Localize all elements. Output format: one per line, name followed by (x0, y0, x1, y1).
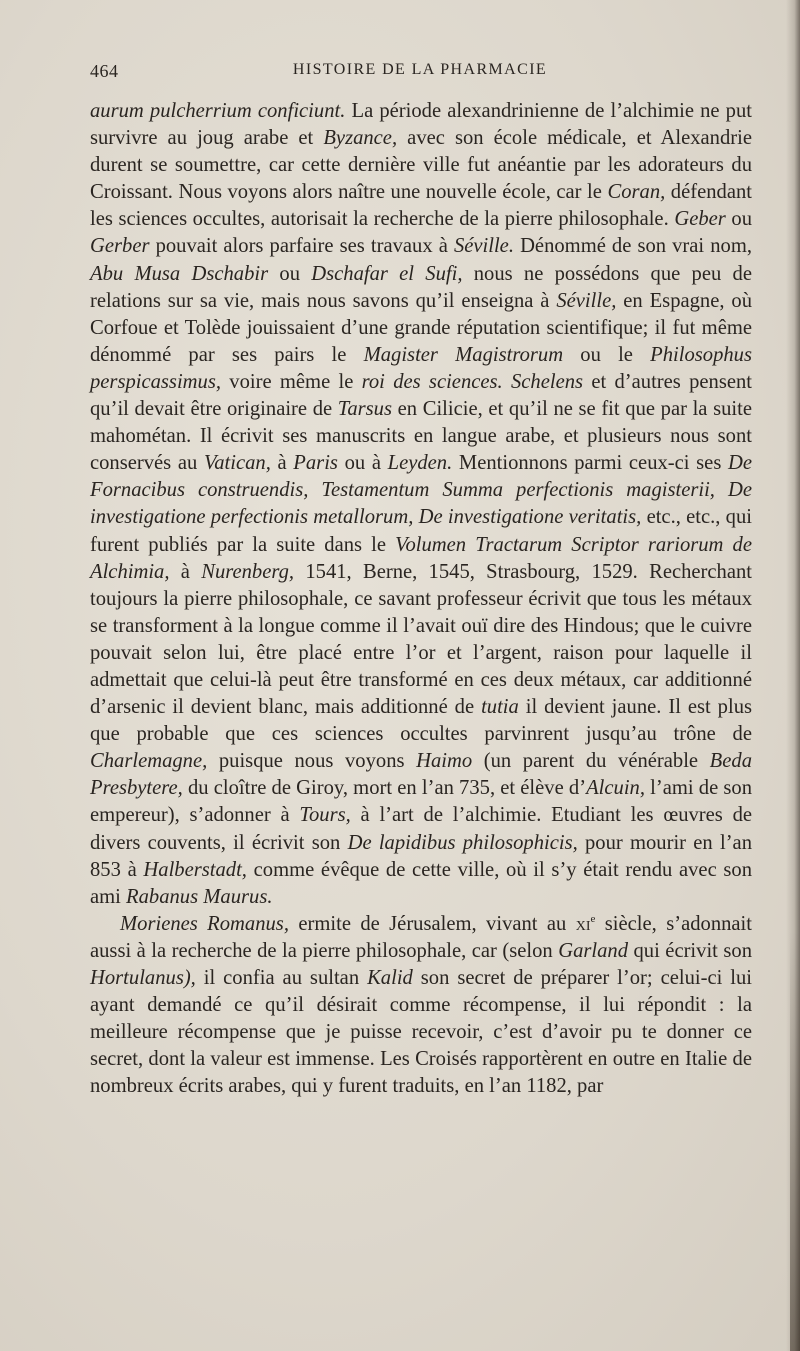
text-run: à (169, 560, 202, 583)
italic-text: Gerber (90, 235, 150, 258)
text-run: l’ami de son empereur), s’adonner à (90, 777, 753, 827)
italic-text: Tarsus (337, 398, 392, 421)
italic-text: De Fornacibus construendis, Testamentum Summa perfectionis magisterii, De investigatione perfectionis metallorum, De investigatione veritatis, (90, 452, 752, 529)
italic-text: Leyden. (387, 452, 453, 475)
small-caps-text: xi (575, 912, 591, 935)
text-run: nous ne possédons que peu de relations sur sa vie, mais nous savons qu’il enseigna à (90, 262, 752, 312)
text-run: à l’art de l’alchimie. Etudiant les œuvres de divers couvents, il écrivit son (90, 804, 753, 854)
italic-text: Paris (293, 452, 338, 475)
text-run: en Cilicie, et qu’il ne se fit que par la suite mahométan. Il écrivit ses manuscrits en langue arabe, et plusieurs nous sont conservés au (90, 398, 752, 475)
italic-text: Charlemagne, (90, 750, 208, 773)
italic-text: Philosophus perspicassimus, (90, 343, 752, 393)
text-run: voire même le (221, 370, 362, 393)
text-run: qui écrivit son (628, 939, 752, 962)
italic-text: Halberstadt, (143, 858, 247, 881)
text-run: comme évêque de cette ville, où il s’y était rendu avec son ami (90, 858, 752, 908)
italic-text: aurum pulcherrium conficiunt. (90, 100, 346, 122)
text-run: son secret de préparer l’or; celui-ci lui ayant demandé ce qu’il désirait comme récompense, il lui répondit : la meilleure récompense que je puisse recevoir, c’est d’avoir pu te donner ce secret, dont la valeur est immense. Les Croisés rapportèrent en outre en Italie de nombreux écrits arabes, qui y furent traduits, en l’an 1182, par (90, 967, 752, 1098)
text-run: ou (725, 208, 752, 231)
text-run: ou (268, 262, 312, 285)
running-title: HISTOIRE DE LA PHARMACIE (292, 61, 548, 78)
text-run: du cloître de Giroy, mort en l’an 735, et élève d’ (182, 777, 587, 800)
text-run: en Espagne, où Corfoue et Tolède jouissaient d’une grande réputation scientifique; il fut même dénommé par ses pairs le (90, 289, 752, 366)
italic-text: Magister Magistrorum (363, 343, 564, 366)
italic-text: Abu Musa Dschabir (90, 262, 269, 285)
text-run: ou à (337, 452, 388, 475)
text-run: ermite de Jérusalem, vivant au (288, 912, 576, 935)
italic-text: Haimo (416, 750, 473, 773)
italic-text: Vatican, (203, 452, 271, 475)
italic-text: Nurenberg, (201, 560, 295, 583)
text-run: à (270, 452, 294, 475)
italic-text: roi des sciences. (361, 370, 503, 393)
italic-text: Byzance, (323, 127, 398, 150)
italic-text: Dschafar el Sufi, (311, 262, 463, 285)
text-run: 1541, Berne, 1545, Strasbourg, 1529. Recherchant toujours la pierre philosophale, ce savant professeur écrivit que tous les métaux se transforment à la longue comme il l’avait ouï dire des Hindous; que le cuivre pouvait selon lui, être placé entre l’or et l’argent, raison pour laquelle il admettait que celui-là peut être transformé en ces deux métaux, car additionné d’arsenic il devient blanc, mais additionné de (90, 560, 752, 719)
italic-text: Garland (558, 939, 629, 962)
italic-text: De lapidibus philosophicis, (347, 831, 578, 854)
italic-text: Hortulanus), (90, 967, 196, 989)
text-run: il confia au sultan (195, 967, 368, 989)
italic-text: Morienes Romanus, (120, 912, 289, 935)
text-run: ou le (563, 343, 651, 366)
text-run: il devient jaune. Il est plus que probable que ces sciences occultes parvinrent jusqu’au trône de (90, 696, 753, 746)
text-run: pouvait alors parfaire ses travaux à (149, 235, 454, 258)
text-run: (un parent du vénérable (472, 750, 710, 773)
text-run: pour mourir en l’an 853 à (90, 831, 752, 881)
italic-text: Séville, (556, 289, 617, 312)
italic-text: Tours, (299, 804, 351, 827)
superscript: e (590, 912, 596, 925)
italic-text: Alcuin, (586, 777, 645, 800)
text-run: Dénommé de son vrai nom, (513, 235, 752, 258)
italic-text: Rabanus Maurus. (126, 885, 273, 908)
text-run: Mentionnons parmi ceux-ci ses (452, 452, 728, 475)
page-header (90, 61, 750, 85)
text-run: défendant les sciences occultes, autorisait la recherche de la pierre philosophale. (90, 181, 752, 231)
paragraph (90, 98, 752, 911)
paragraph (90, 911, 752, 1101)
italic-text: Kalid (367, 967, 413, 989)
text-run: puisque nous voyons (207, 750, 417, 773)
page-number: 464 (90, 61, 119, 81)
body-text (90, 98, 752, 1100)
text-run: etc., etc., qui furent publiés par la suite dans le (90, 506, 752, 556)
italic-text: Beda Presbytere, (90, 750, 752, 800)
text-run (503, 371, 511, 393)
italic-text: Séville. (453, 235, 514, 258)
italic-text: Geber (674, 208, 726, 231)
page-edge-dark (790, 931, 800, 1351)
italic-text: Coran, (607, 181, 666, 204)
italic-text: Volumen Tractarum Scriptor rariorum de Alchimia, (90, 533, 752, 583)
italic-text: tutia (481, 696, 519, 719)
text-run: et d’autres pensent qu’il devait être originaire de (90, 370, 752, 421)
text-run: La période alexandrinienne de l’alchimie ne put survivre au joug arabe et (90, 100, 752, 150)
italic-text: Schelens (510, 370, 584, 393)
text-run: siècle, s’adonnait aussi à la recherche de la pierre philosophale, car (selon (90, 912, 752, 962)
text-run: avec son école médicale, et Alexandrie durent se soumettre, car cette dernière ville fut anéantie par les adorateurs du Croissant. Nous voyons alors naître une nouvelle école, car le (90, 127, 752, 204)
